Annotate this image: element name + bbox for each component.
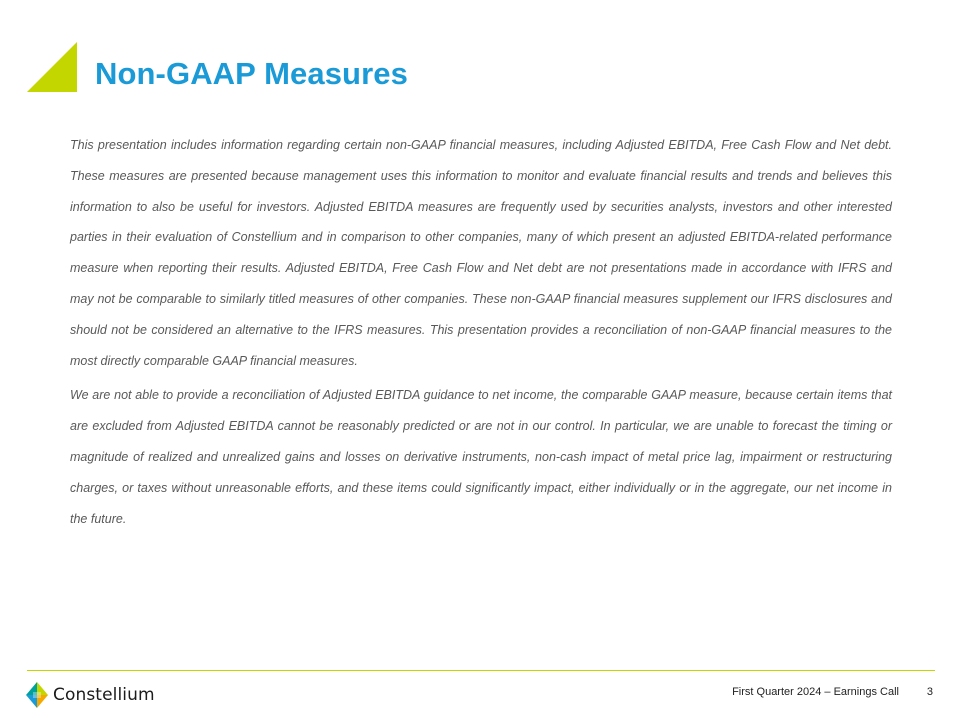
page-number: 3 (926, 686, 933, 698)
paragraph-reconciliation-note: We are not able to provide a reconciliation of Adjusted EBITDA guidance to net income, the comparable GAAP measure, because certain items that are excluded from Adjusted EBITDA cannot be reasonably predicted or are not in our control. In particular, we are unable to forecast the timing or magnitude of realized and unrealized gains and losses on derivative instruments, non-cash impact of metal price lag, impairment or restructuring charges, or taxes without unreasonable efforts, and these items could significantly impact, either individually or in the aggregate, our net income in the future. (70, 388, 892, 526)
paragraph-non-gaap-definition: This presentation includes information regarding certain non-GAAP financial measures, including Adjusted EBITDA, Free Cash Flow and Net debt. These measures are presented because management uses this information to monitor and evaluate financial results and trends and believes this information to also be useful for investors. Adjusted EBITDA measures are frequently used by securities analysts, investors and other interested parties in their evaluation of Constellium and in comparison to other companies, many of which present an adjusted EBITDA-related performance measure when reporting their results. Adjusted EBITDA, Free Cash Flow and Net debt are not presentations made in accordance with IFRS and may not be comparable to similarly titled measures of other companies. These non-GAAP financial measures supplement our IFRS disclosures and should not be considered an alternative to the IFRS measures. This presentation provides a reconciliation of non-GAAP financial measures to the most directly comparable GAAP financial measures. (70, 138, 892, 368)
company-name: Constellium (53, 685, 155, 705)
footer-divider (27, 670, 935, 671)
footer-caption: First Quarter 2024 – Earnings Call (732, 686, 899, 698)
corner-triangle-icon (27, 42, 77, 92)
constellium-logo (26, 682, 155, 708)
body-text (70, 130, 892, 534)
constellium-logo-icon (26, 682, 48, 708)
page-title: Non-GAAP Measures (95, 56, 408, 91)
